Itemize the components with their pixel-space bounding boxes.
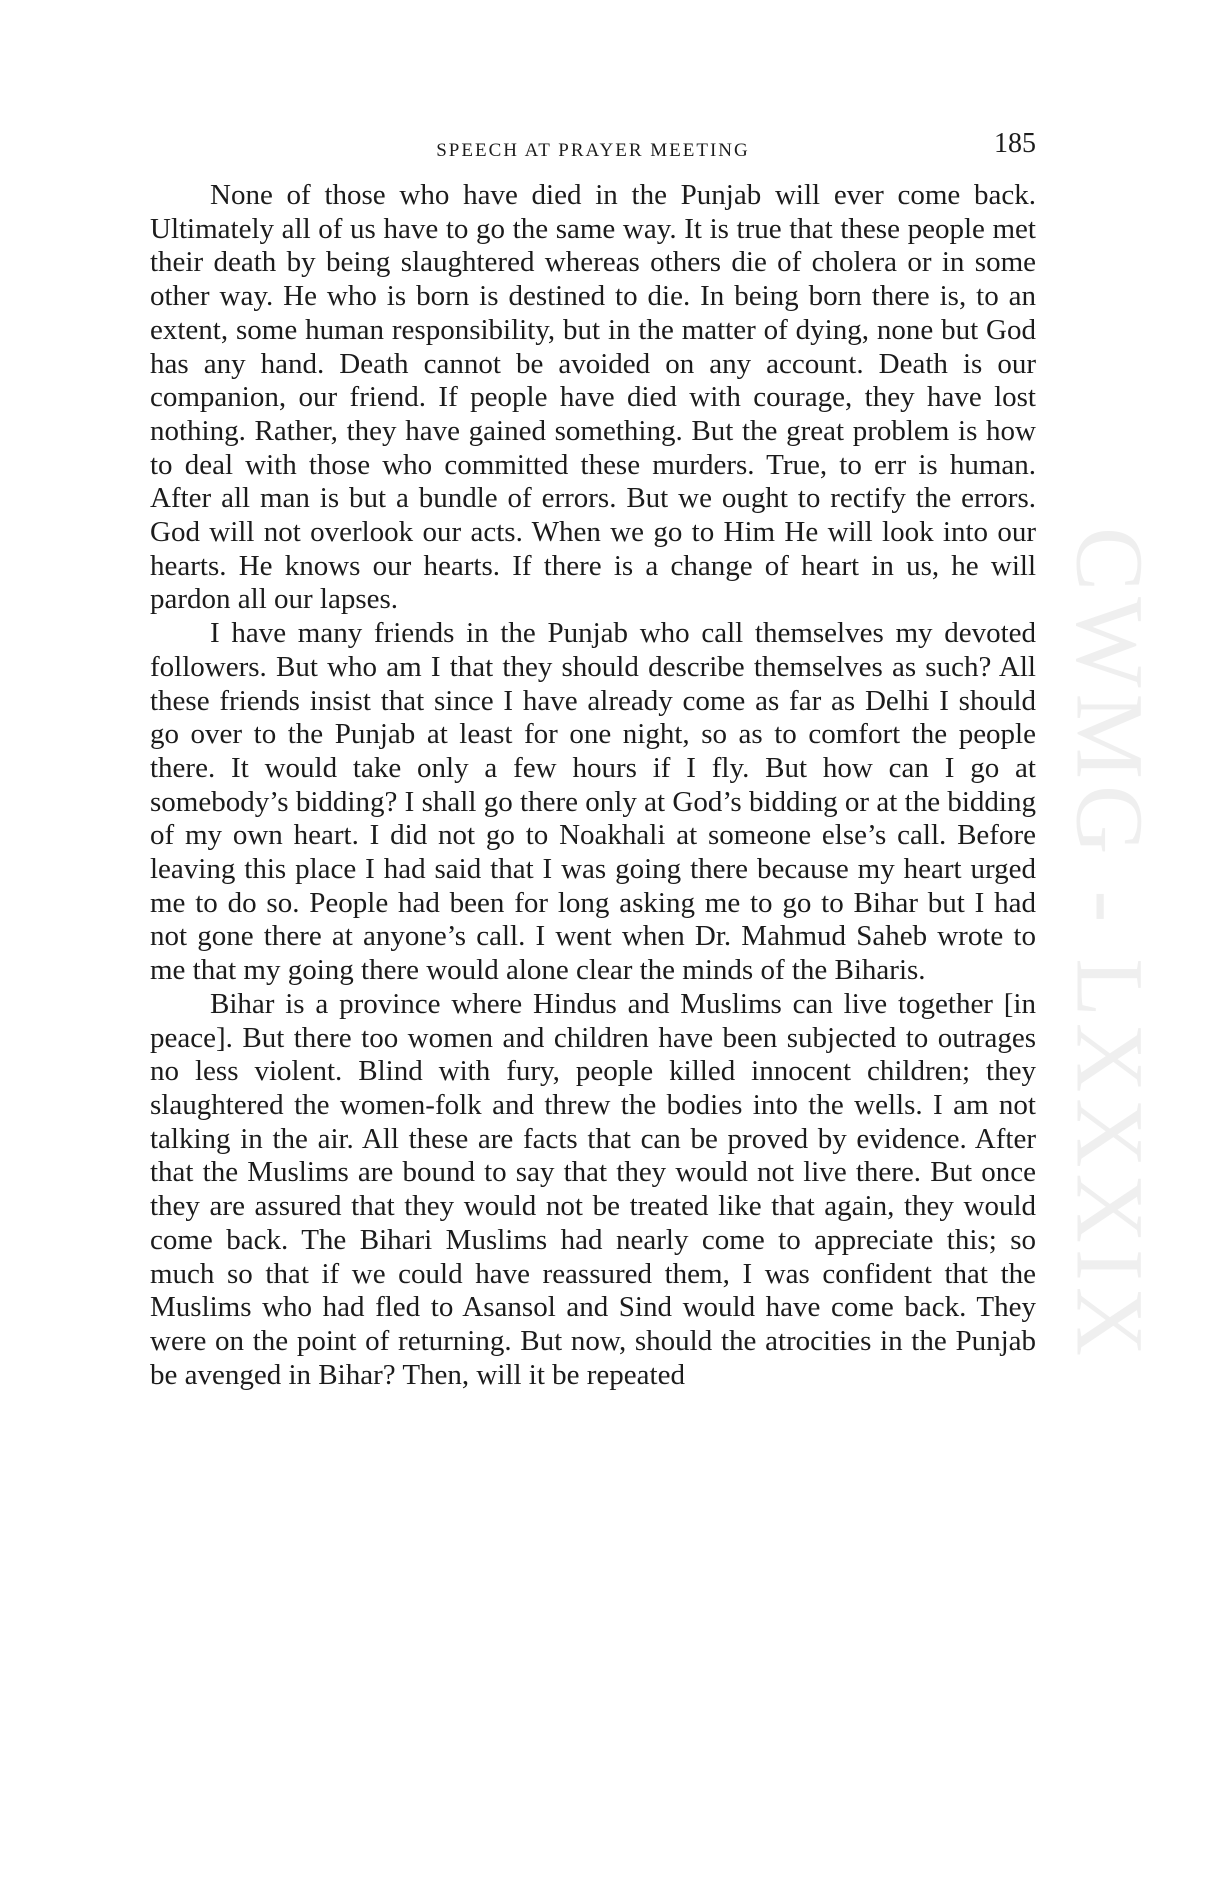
body-text <box>150 179 1036 1392</box>
paragraph-1: None of those who have died in the Punjab will ever come back. Ultimately all of us have to go the same way. It is true that these people met their death by being slaughtered whereas others die of cholera or in some other way. He who is born is destined to die. In being born there is, to an extent, some human responsibility, but in the matter of dying, none but God has any hand. Death cannot be avoided on any account. Death is our companion, our friend. If people have died with courage, they have lost nothing. Rather, they have gained something. But the great problem is how to deal with those who committed these murders. True, to err is human. After all man is but a bundle of errors. But we ought to rectify the errors. God will not overlook our acts. When we go to Him He will look into our hearts. He knows our hearts. If there is a change of heart in us, he will pardon all our lapses. <box>150 179 1036 616</box>
watermark-text: CWMG - LXXXIX <box>1056 527 1164 1363</box>
paragraph-3: Bihar is a province where Hindus and Muslims can live together [in peace]. But there too women and children have been subjected to outrages no less violent. Blind with fury, people killed innocent children; they slaughtered the women-folk and threw the bodies into the wells. I am not talking in the air. All these are facts that can be proved by evidence. After that the Muslims are bound to say that they would not live there. But once they are assured that they would not be treated like that again, they would come back. The Bihari Muslims had nearly come to appreciate this; so much so that if we could have reassured them, I was confident that the Muslims who had fled to Asansol and Sind would have come back. They were on the point of returning. But now, should the atrocities in the Punjab be avenged in Bihar? Then, will it be repeated <box>150 987 1036 1391</box>
running-head: SPEECH AT PRAYER MEETING <box>436 140 750 161</box>
page-header <box>150 128 1036 168</box>
watermark <box>1056 320 1164 1570</box>
page-number: 185 <box>994 128 1036 159</box>
paragraph-2: I have many friends in the Punjab who call themselves my devoted followers. But who am I that they should describe themselves as such? All these friends insist that since I have already come as far as Delhi I should go over to the Punjab at least for one night, so as to comfort the people there. It would take only a few hours if I fly. But how can I go at somebody’s bidding? I shall go there only at God’s bidding or at the bidding of my own heart. I did not go to Noakhali at someone else’s call. Before leaving this place I had said that I was going there because my heart urged me to do so. People had been for long asking me to go to Bihar but I had not gone there at anyone’s call. I went when Dr. Mahmud Saheb wrote to me that my going there would alone clear the minds of the Biharis. <box>150 617 1036 987</box>
